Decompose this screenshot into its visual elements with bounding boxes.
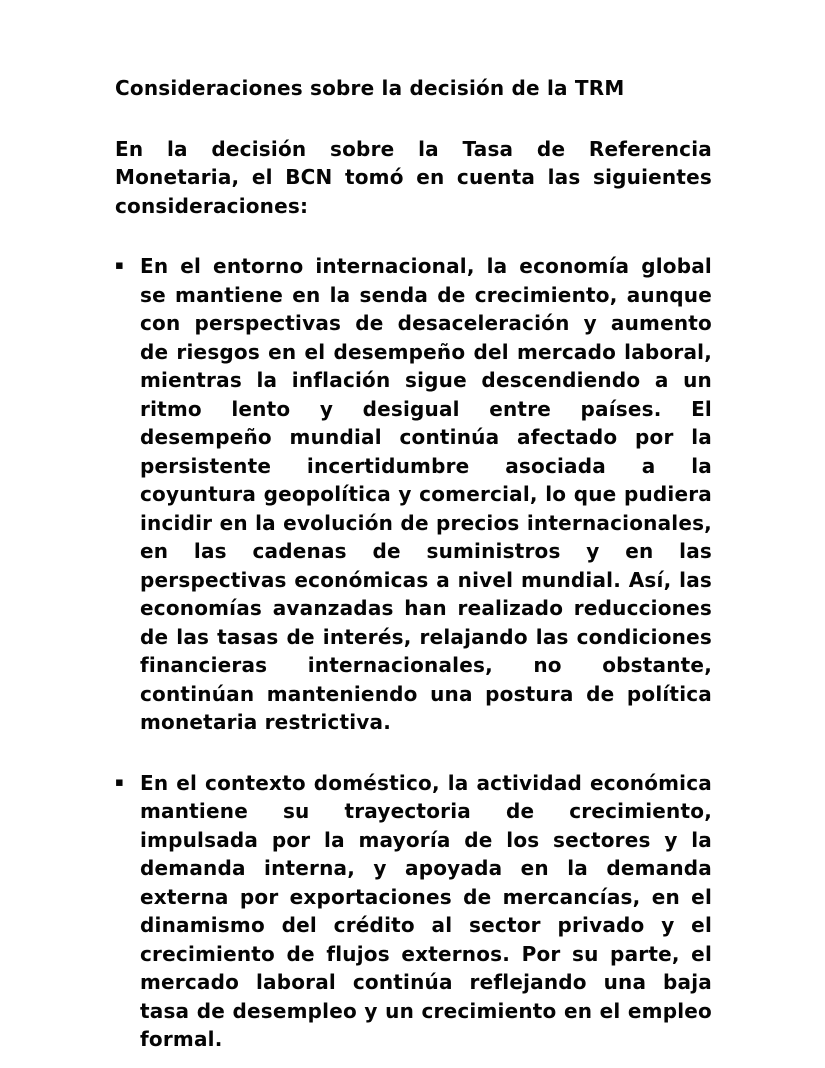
page-title: Consideraciones sobre la decisión de la TRM — [115, 76, 625, 100]
square-bullet-icon: ▪ — [115, 258, 125, 273]
considerations-list — [115, 252, 712, 1054]
document-content — [115, 74, 712, 1068]
list-item — [115, 252, 712, 737]
intro-paragraph: En la decisión sobre la Tasa de Referencia Monetaria, el BCN tomó en cuenta las siguientes consideraciones: — [115, 136, 712, 218]
bullet-text-international: En el entorno internacional, la economía global se mantiene en la senda de crecimiento, aunque con perspectivas de desaceleración y aumento de riesgos en el desempeño del mercado laboral, mientras la inflación sigue descendiendo a un ritmo lento y desigual entre países. El desempeño mundial continúa afectado por la persistente incertidumbre asociada a la coyuntura geopolítica y comercial, lo que pudiera incidir en la evolución de precios internacionales, en las cadenas de suministros y en las perspectivas económicas a nivel mundial. Así, las economías avanzadas han realizado reducciones de las tasas de interés, relajando las condiciones financieras internacionales, no obstante, continúan manteniendo una postura de política monetaria restrictiva. — [140, 254, 712, 734]
square-bullet-icon: ▪ — [115, 774, 125, 790]
list-item — [115, 769, 712, 1054]
bullet-text-domestic: En el contexto doméstico, la actividad económica mantiene su trayectoria de crecimiento, impulsada por la mayoría de los sectores y la demanda interna, y apoyada en la demanda externa por exportaciones de mercancías, en el dinamismo del crédito al sector privado y el crecimiento de flujos externos. Por su parte, el mercado laboral continúa reflejando una baja tasa de desempleo y un crecimiento en el empleo formal. — [140, 770, 712, 1051]
